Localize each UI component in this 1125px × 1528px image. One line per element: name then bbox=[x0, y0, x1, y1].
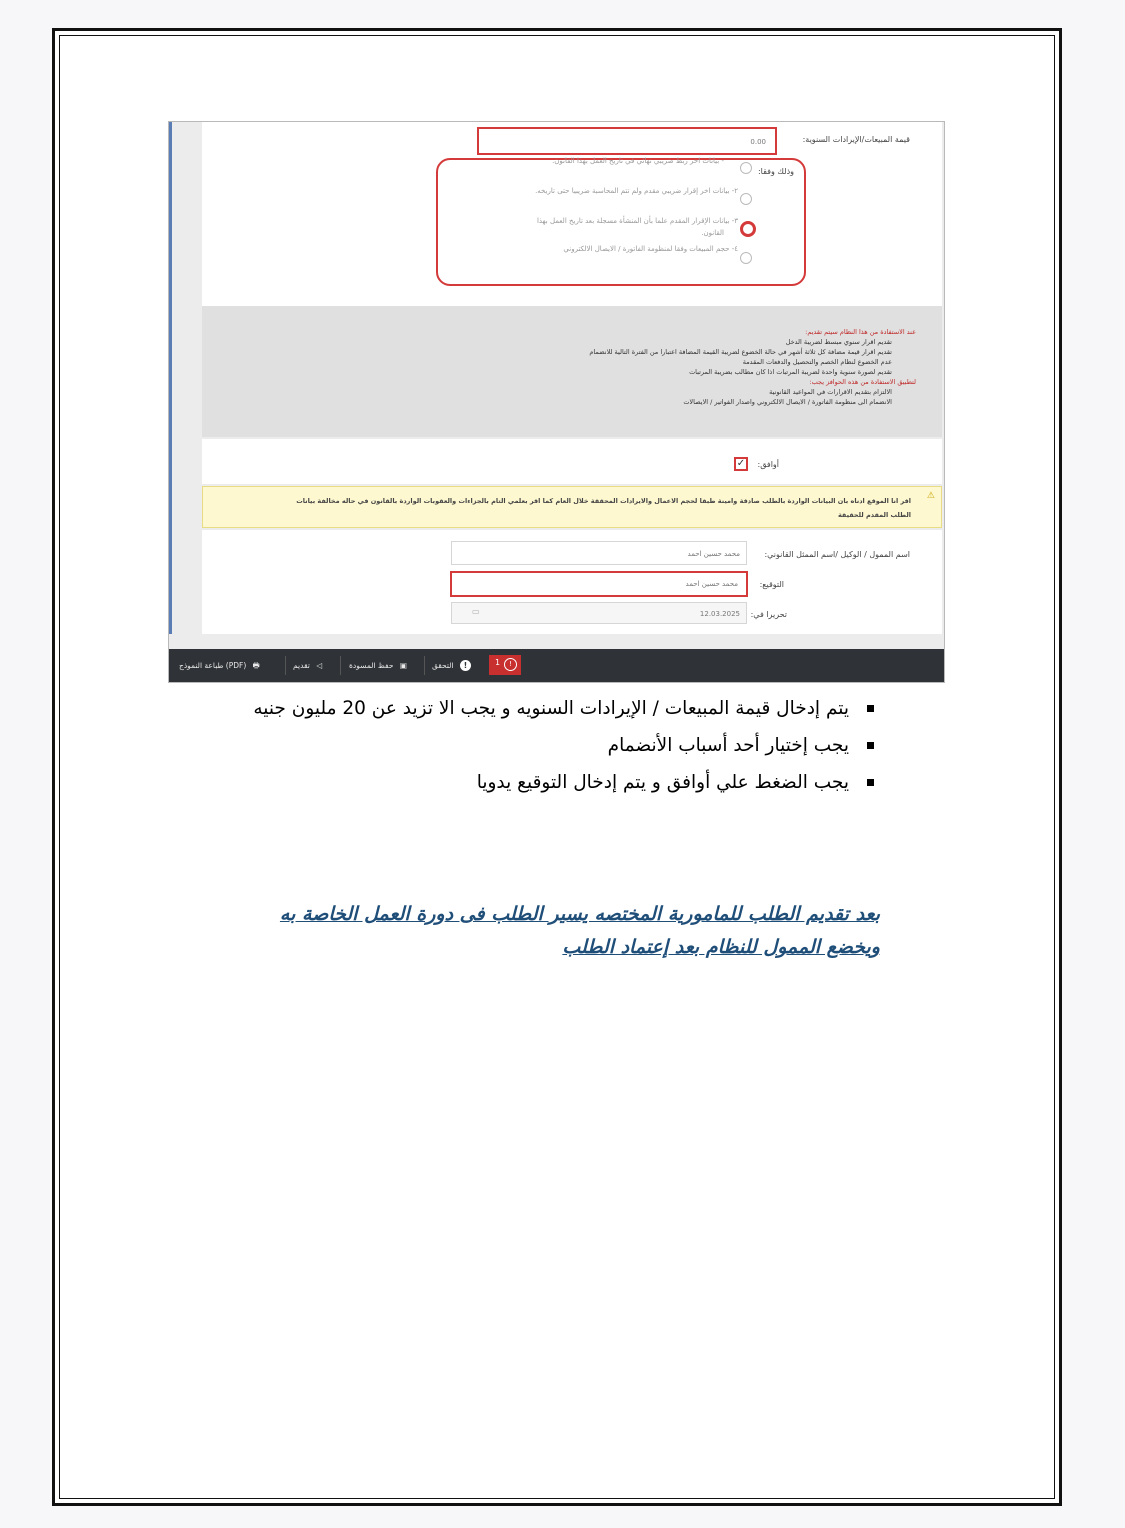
info-heading-2: لتطبيق الاستفادة من هذه الحوافز يجب: bbox=[809, 378, 916, 386]
signature-input[interactable]: محمد حسين احمد bbox=[454, 575, 744, 593]
sales-highlight bbox=[477, 127, 777, 155]
reason-radio-4[interactable] bbox=[740, 252, 752, 264]
declaration-text-1: اقر انا الموقع ادناه بان البيانات الواردة بالطلب صادقة وامينة طبقا لحجم الاعمال والايرادات المحققة خلال العام كما اقر بعلمي التام بالجزاءات والعقوبات الواردة بالقانون في حاله مخالفة بيانات bbox=[296, 497, 911, 505]
signature-label: التوقيع: bbox=[759, 580, 784, 589]
agree-checkbox[interactable]: ✓ bbox=[734, 457, 748, 471]
save-draft-label: حفظ المسودة bbox=[349, 661, 394, 670]
info-item: الانضمام الى منظومة الفاتورة / الايصال الالكتروني واصدار الفواتير / الايصالات bbox=[683, 398, 892, 406]
error-icon: ! bbox=[504, 658, 517, 671]
instruction-text: يجب الضغط علي أوافق و يتم إدخال التوقيع يدويا bbox=[476, 772, 849, 793]
agree-label: أوافق: bbox=[757, 460, 779, 469]
error-count-badge[interactable] bbox=[489, 655, 521, 675]
reason-label: وذلك وفقا: bbox=[757, 167, 794, 176]
info-icon: ! bbox=[460, 660, 471, 671]
info-item: تقديم اقرار سنوي مبسط لضريبة الدخل bbox=[785, 338, 892, 346]
list-item bbox=[177, 727, 877, 764]
reason-option-3-cont: القانون. bbox=[701, 229, 724, 237]
save-icon: ▣ bbox=[399, 661, 407, 670]
bullet-square-icon bbox=[867, 742, 874, 749]
reason-radio-1[interactable] bbox=[740, 162, 752, 174]
bullet-square-icon bbox=[867, 705, 874, 712]
warning-icon: ⚠ bbox=[926, 491, 935, 501]
print-pdf-label: طباعة النموذج (PDF) bbox=[179, 661, 247, 670]
taxpayer-label: اسم الممول / الوكيل /اسم الممثل القانوني: bbox=[764, 550, 910, 559]
reason-option-1: - بيانات اخر ربط ضريبي نهائي في تاريخ العمل بهذا القانون. bbox=[552, 157, 724, 165]
declaration-text-2: الطلب المقدم للحقيقة bbox=[837, 511, 911, 519]
send-icon: ◁ bbox=[316, 661, 323, 670]
printer-icon: 🖶 bbox=[252, 661, 260, 670]
date-label: تحريرا في: bbox=[750, 610, 787, 619]
submit-button[interactable] bbox=[293, 657, 322, 674]
signature-highlight bbox=[450, 571, 748, 597]
instruction-text: يجب إختيار أحد أسباب الأنضمام bbox=[607, 735, 849, 756]
benefits-info bbox=[202, 306, 942, 437]
reason-radio-3[interactable] bbox=[740, 221, 756, 237]
workflow-note bbox=[240, 898, 880, 964]
info-item: تقديم اقرار قيمة مضافة كل ثلاثة أشهر في حالة الخضوع لضريبة القيمة المضافة اعتبارا من الفترة التالية للانضمام bbox=[589, 348, 892, 356]
error-count: 1 bbox=[495, 658, 501, 667]
list-item bbox=[177, 690, 877, 727]
bullet-square-icon bbox=[867, 779, 874, 786]
date-input[interactable]: 12.03.2025 bbox=[451, 602, 747, 624]
agree-section bbox=[202, 439, 942, 484]
submit-label: تقديم bbox=[293, 661, 310, 670]
toolbar-divider bbox=[340, 656, 341, 675]
print-pdf-button[interactable] bbox=[179, 657, 260, 674]
sales-input[interactable]: 0.00 bbox=[482, 132, 772, 152]
declaration-banner bbox=[202, 486, 942, 528]
toolbar-divider bbox=[424, 656, 425, 675]
action-toolbar bbox=[169, 649, 944, 682]
info-heading-1: عند الاستفادة من هذا النظام سيتم تقديم: bbox=[805, 328, 916, 336]
toolbar-divider bbox=[285, 656, 286, 675]
info-item: عدم الخضوع لنظام الخصم والتحصيل والدفعات المقدمة bbox=[742, 358, 892, 366]
note-line-1: بعد تقديم الطلب للمامورية المختصه يسير الطلب فى دورة العمل الخاصة به bbox=[279, 903, 880, 925]
signature-section bbox=[202, 530, 942, 634]
instruction-text: يتم إدخال قيمة المبيعات / الإيرادات السنويه و يجب الا تزيد عن 20 مليون جنيه bbox=[253, 698, 849, 719]
info-item: تقديم لصورة سنوية واحدة لضريبة المرتبات اذا كان مطالب بضريبة المرتبات bbox=[689, 368, 892, 376]
verify-label: التحقق bbox=[432, 661, 454, 670]
instructions-list bbox=[177, 690, 877, 801]
list-item bbox=[177, 764, 877, 801]
taxpayer-input[interactable]: محمد حسين احمد bbox=[451, 541, 747, 565]
reason-option-3: ٣- بيانات الإقرار المقدم علما بأن المنشأة مسجلة بعد تاريخ العمل بهذا bbox=[536, 217, 738, 225]
reason-radio-2[interactable] bbox=[740, 193, 752, 205]
sales-section bbox=[202, 122, 942, 306]
info-item: الالتزام بتقديم الاقرارات في المواعيد القانونية bbox=[769, 388, 892, 396]
form-screenshot bbox=[168, 121, 945, 683]
sales-label: قيمة المبيعات/الإيرادات السنوية: bbox=[802, 135, 910, 144]
verify-button[interactable] bbox=[432, 657, 471, 674]
reason-option-2: ٢- بيانات اخر إقرار ضريبي مقدم ولم تتم المحاسبة ضريبيا حتى تاريخه. bbox=[535, 187, 738, 195]
note-line-2: ويخضع الممول للنظام بعد إعتماد الطلب bbox=[562, 936, 880, 958]
reason-option-4: ٤- حجم المبيعات وفقا لمنظومة الفاتورة / الايصال الالكتروني bbox=[563, 245, 738, 253]
calendar-icon[interactable]: ▭ bbox=[472, 607, 480, 616]
save-draft-button[interactable] bbox=[349, 657, 407, 674]
scrollbar-strip bbox=[169, 122, 172, 634]
